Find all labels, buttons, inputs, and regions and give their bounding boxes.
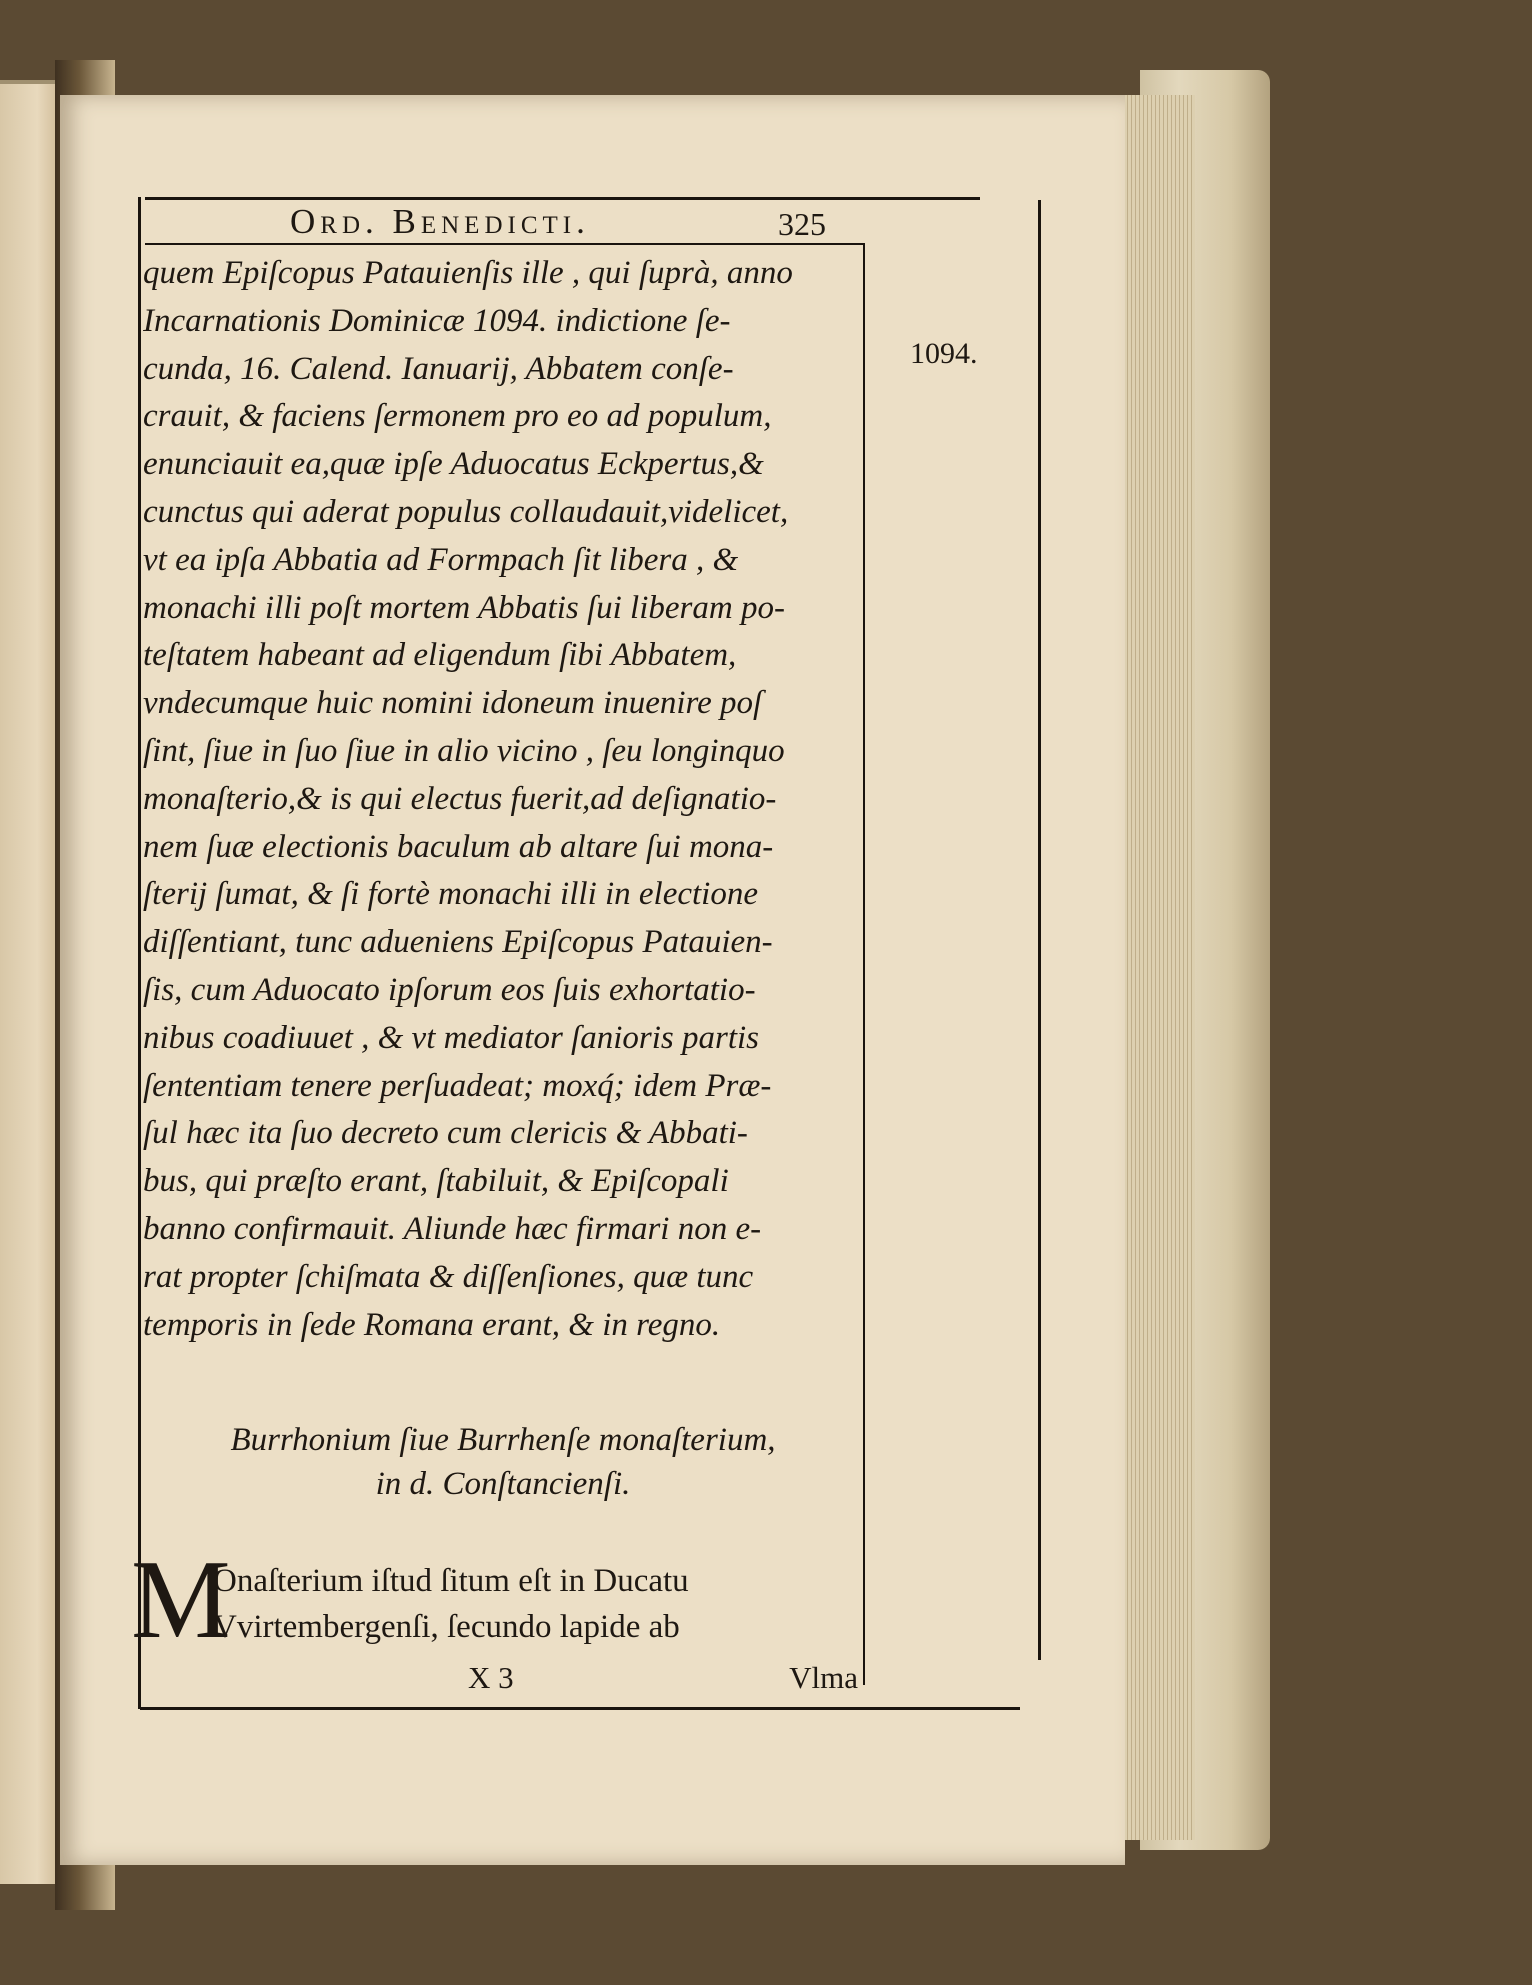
section-heading-line: in d. Conſtancienſi.: [375, 1466, 631, 1502]
margin-note-year: 1094.: [910, 337, 978, 370]
catchline: [143, 1660, 858, 1700]
body-line: quem Epiſcopus Patauienſis ille , qui ſuprà, anno: [143, 255, 793, 291]
drop-cap: M: [131, 1538, 231, 1662]
running-title: Ord. Benedicti.: [290, 202, 590, 241]
section-heading-line: Burrhonium ſiue Burrhenſe monaſterium,: [230, 1422, 776, 1458]
frame-bottom-rule: [140, 1707, 1020, 1710]
frame-top-rule: [145, 197, 980, 200]
body-line: temporis in ſede Romana erant, & in regno.: [143, 1306, 721, 1343]
body-line: ſint, ſiue in ſuo ſiue in alio vicino , ſeu longinquo: [143, 732, 785, 769]
body-line: vndecumque huic nomini idoneum inuenire poſ: [143, 685, 763, 722]
body-line: nem ſuæ electionis baculum ab altare ſui mona-: [143, 828, 774, 865]
section-text-line: Vvirtembergenſi, ſecundo lapide ab: [213, 1609, 680, 1645]
body-line: ſterij ſumat, & ſi fortè monachi illi in electione: [143, 876, 758, 913]
body-line: teſtatem habeant ad eligendum ſibi Abbatem,: [143, 637, 737, 674]
section-heading: [143, 1418, 863, 1506]
body-line: enunciauit ea,quæ ipſe Aduocatus Eckpertus,&: [143, 446, 764, 483]
header-rule: [145, 243, 865, 245]
frame-left-rule: [138, 197, 141, 1709]
body-line: crauit, & faciens ſermonem pro eo ad populum,: [143, 398, 772, 435]
body-line: diſſentiant, tunc adueniens Epiſcopus Patauien-: [143, 924, 773, 961]
text-column-rule: [863, 245, 865, 1685]
body-line: bus, qui præſto erant, ſtabiluit, & Epiſcopali: [143, 1163, 729, 1200]
page-number: 325: [778, 206, 826, 242]
body-line: nibus coadiuuet , & vt mediator ſanioris partis: [143, 1019, 759, 1056]
page-stack-edge: [1120, 95, 1195, 1840]
body-text: [143, 250, 863, 1349]
body-line: cunda, 16. Calend. Ianuarij, Abbatem conſe-: [143, 350, 734, 387]
body-line: rat propter ſchiſmata & diſſenſiones, quæ tunc: [143, 1258, 754, 1295]
body-line: monachi illi poſt mortem Abbatis ſui liberam po-: [143, 589, 785, 626]
body-line: banno confirmauit. Aliunde hæc firmari non e-: [143, 1210, 762, 1247]
body-line: vt ea ipſa Abbatia ad Formpach ſit libera , &: [143, 541, 739, 578]
body-line: ſul hæc ita ſuo decreto cum clericis & Abbati-: [143, 1115, 748, 1152]
body-line: ſententiam tenere perſuadeat; moxq́; idem Præ-: [143, 1067, 772, 1104]
section-text: [213, 1558, 863, 1650]
signature-mark: X 3: [468, 1660, 514, 1695]
body-line: cunctus qui aderat populus collaudauit,videlicet,: [143, 493, 789, 530]
body-line: Incarnationis Dominicæ 1094. indictione ſe-: [143, 302, 731, 339]
body-line: monaſterio,& is qui electus fuerit,ad deſignatio-: [143, 780, 777, 817]
body-line: ſis, cum Aduocato ipſorum eos ſuis exhortatio-: [143, 971, 756, 1008]
catchword: Vlma: [789, 1660, 858, 1695]
frame-right-rule: [1038, 200, 1041, 1660]
facing-page-edge: [0, 80, 62, 1884]
section-text-line: Onaſterium iſtud ſitum eſt in Ducatu: [213, 1563, 689, 1599]
